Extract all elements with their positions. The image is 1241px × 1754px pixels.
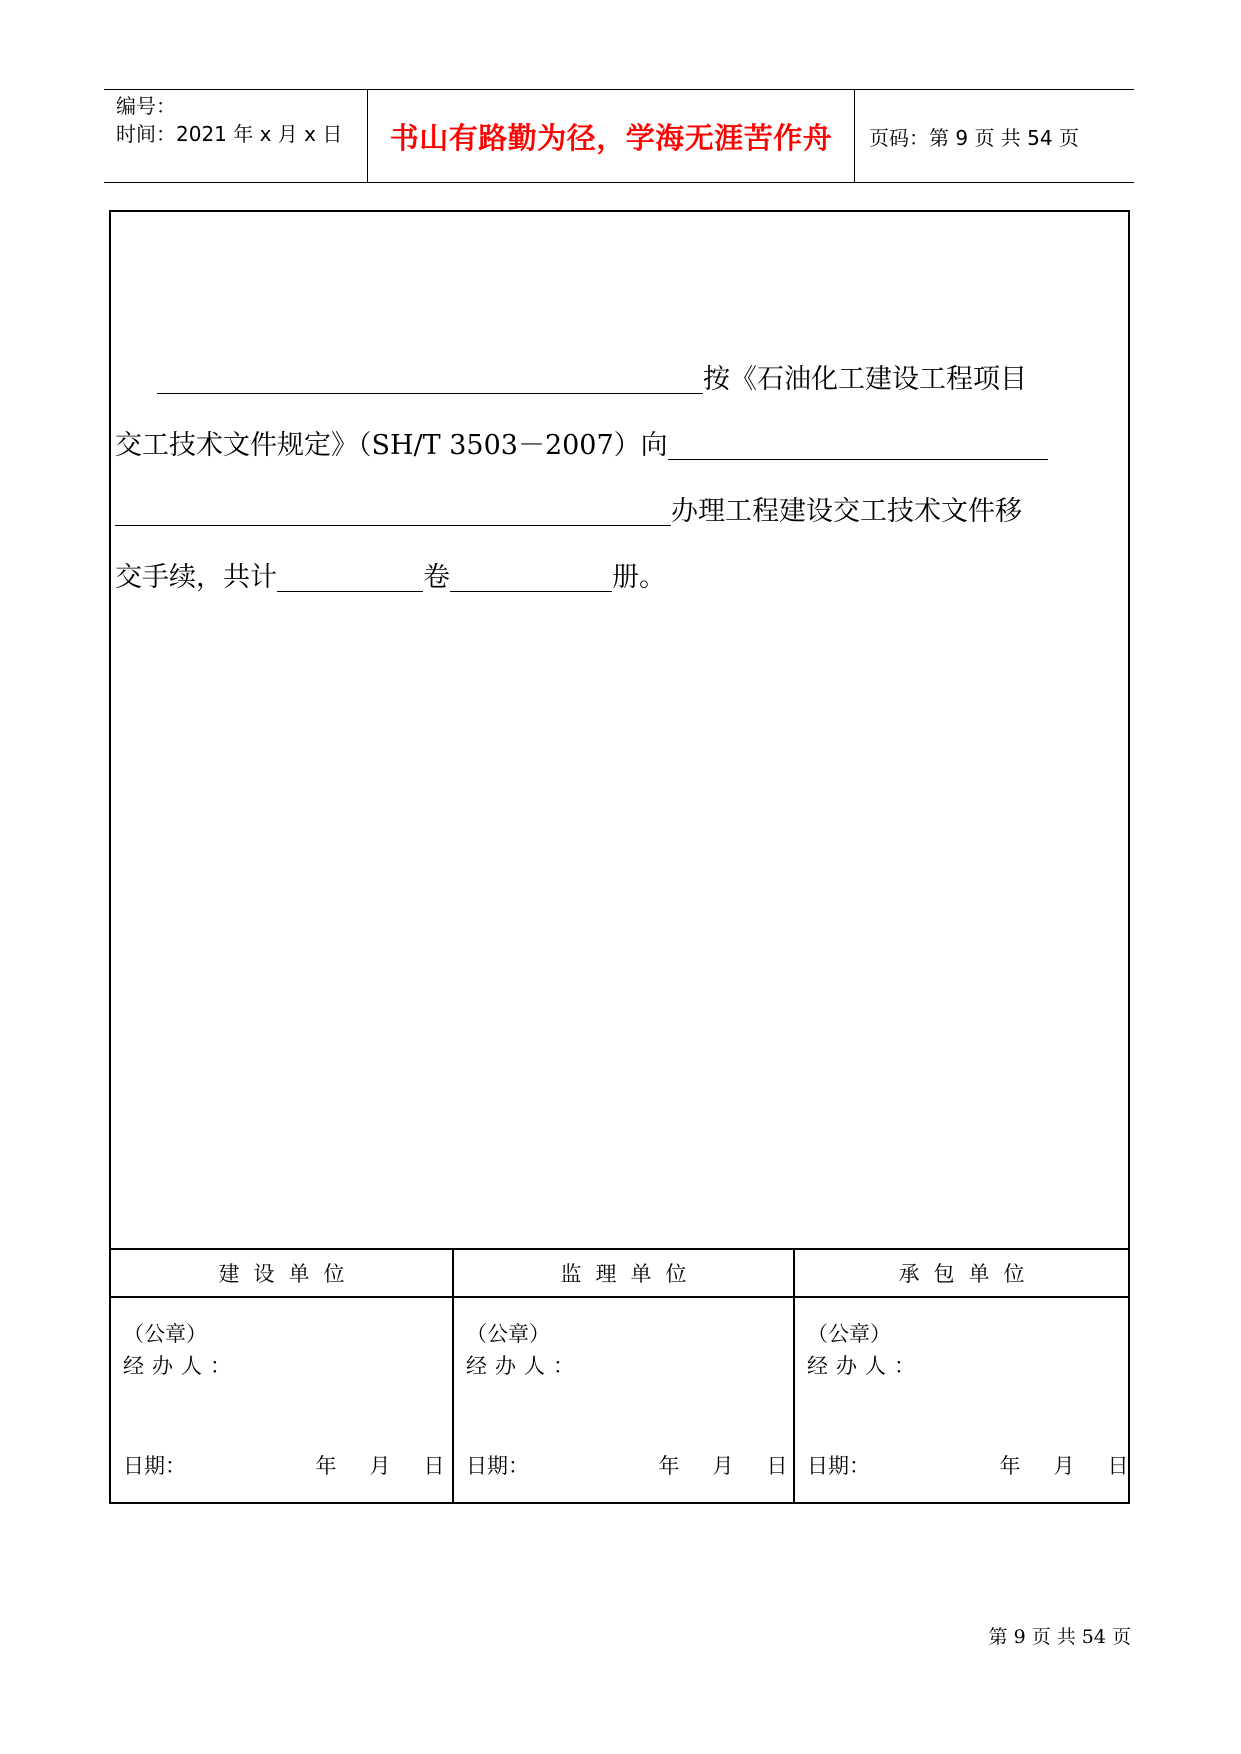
- year-label: 年: [315, 1454, 337, 1478]
- seal-label: （公章）: [807, 1322, 891, 1346]
- handover-form: [109, 210, 1130, 1504]
- handler-label: 经办人：: [466, 1354, 582, 1378]
- date-fields: [642, 1450, 804, 1480]
- day-label: 日: [766, 1454, 788, 1478]
- body-text-4b: 卷: [423, 562, 450, 593]
- signature-column-supervisor: [452, 1250, 793, 1504]
- date-label: 日期：: [807, 1454, 870, 1478]
- header-motto: 书山有路勤为径，学海无涯苦作舟: [389, 120, 833, 155]
- month-label: 月: [712, 1454, 734, 1478]
- column-title: 承包单位: [795, 1250, 1128, 1298]
- day-label: 日: [423, 1454, 445, 1478]
- body-line-3: [115, 492, 1075, 532]
- blank-party-b[interactable]: [668, 429, 1048, 460]
- body-text-4c: 册。: [612, 562, 666, 593]
- month-label: 月: [369, 1454, 391, 1478]
- body-text-1: 按《石油化工建设工程项目: [703, 364, 1027, 395]
- body-line-4: [115, 558, 1075, 598]
- date-fields: [983, 1450, 1145, 1480]
- blank-copies[interactable]: [450, 561, 612, 592]
- column-title: 建设单位: [111, 1250, 452, 1298]
- signature-column-contractor: [793, 1250, 1128, 1504]
- header-page-number: 页码：第 9 页 共 54 页: [869, 125, 1079, 150]
- blank-party-a[interactable]: [157, 363, 703, 394]
- day-label: 日: [1107, 1454, 1129, 1478]
- handler-label: 经办人：: [807, 1354, 923, 1378]
- body-line-2: [115, 426, 1075, 466]
- seal-label: （公章）: [123, 1322, 207, 1346]
- document-code-label: 编号：: [116, 94, 176, 118]
- header-meta: [116, 92, 366, 148]
- handler-label: 经办人：: [123, 1354, 239, 1378]
- body-text-4a: 交手续，共计: [115, 562, 277, 593]
- seal-label: （公章）: [466, 1322, 550, 1346]
- date-fields: [299, 1450, 461, 1480]
- body-text-3: 办理工程建设交工技术文件移: [671, 496, 1022, 527]
- column-title: 监理单位: [454, 1250, 793, 1298]
- body-text-2: 交工技术文件规定》（SH/T 3503－2007）向: [115, 430, 668, 461]
- blank-party-b-cont[interactable]: [115, 495, 671, 526]
- document-time-label: 时间：2021 年 x 月 x 日: [116, 122, 343, 146]
- page-footer: 第 9 页 共 54 页: [988, 1626, 1131, 1648]
- date-label: 日期：: [123, 1454, 186, 1478]
- month-label: 月: [1053, 1454, 1075, 1478]
- year-label: 年: [999, 1454, 1021, 1478]
- year-label: 年: [658, 1454, 680, 1478]
- form-body: [111, 212, 1128, 1250]
- page-header: [104, 89, 1134, 183]
- signature-section: [111, 1248, 1128, 1504]
- date-label: 日期：: [466, 1454, 529, 1478]
- blank-volumes[interactable]: [277, 561, 423, 592]
- signature-column-owner: [111, 1250, 452, 1504]
- body-line-1: [115, 360, 1075, 400]
